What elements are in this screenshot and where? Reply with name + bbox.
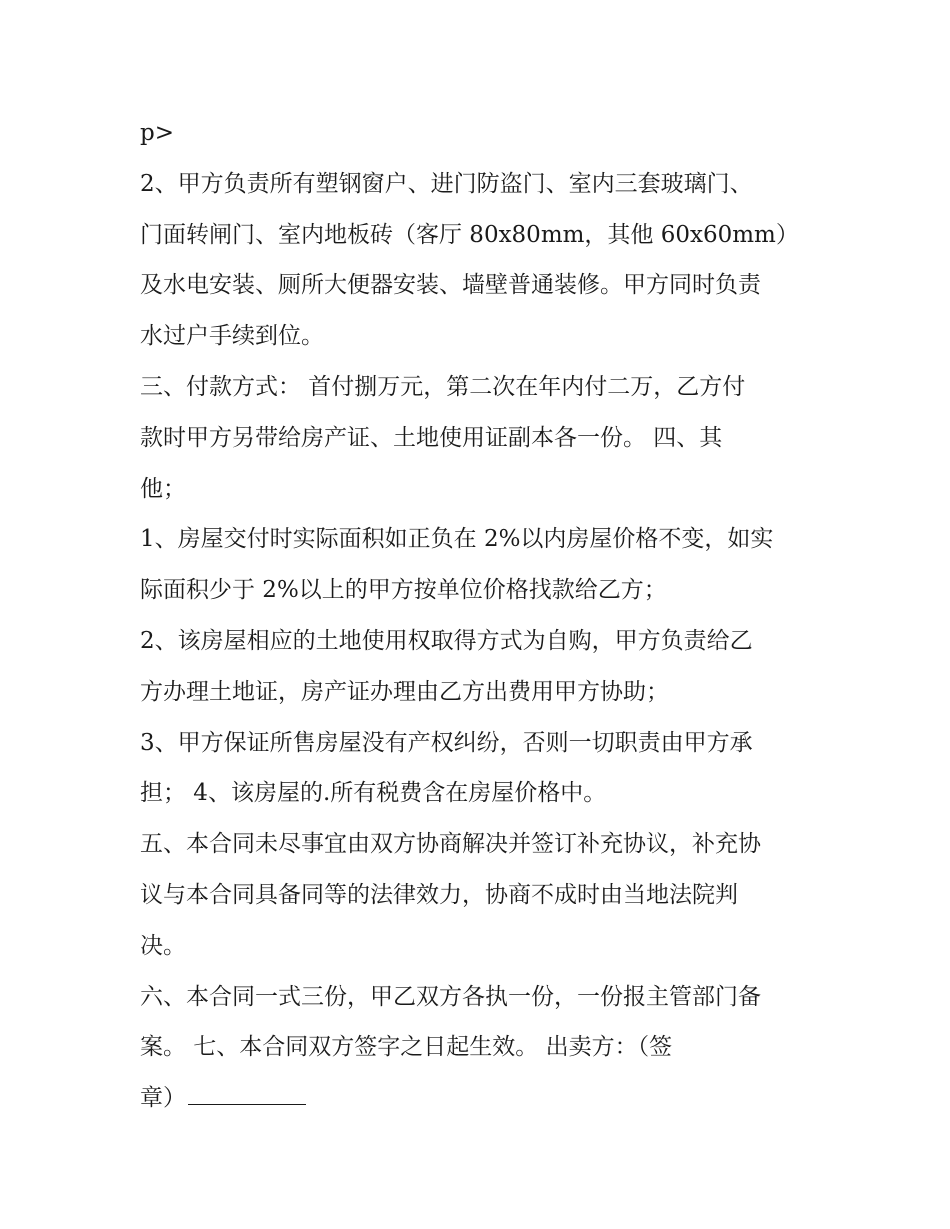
contract-body bbox=[140, 108, 820, 1124]
text-line: 方办理土地证，房产证办理由乙方出费用甲方协助； bbox=[140, 678, 669, 705]
signature-line bbox=[140, 1073, 820, 1124]
text-line: 水过户手续到位。 bbox=[140, 323, 324, 350]
text-line: 2、该房屋相应的土地使用权取得方式为自购，甲方负责给乙 bbox=[140, 627, 753, 654]
text-line: 际面积少于 2%以上的甲方按单位价格找款给乙方； bbox=[140, 577, 667, 604]
text-line: 议与本合同具备同等的法律效力，协商不成时由当地法院判 bbox=[140, 881, 738, 908]
text-line: 门面转闸门、室内地板砖（客厅 80x80mm，其他 60x60mm） bbox=[140, 221, 799, 248]
text-line: 他； bbox=[140, 475, 186, 502]
text-line: 1、房屋交付时实际面积如正负在 2%以内房屋价格不变，如实 bbox=[140, 526, 774, 553]
text-line: 款时甲方另带给房产证、土地使用证副本各一份。 四、其 bbox=[140, 424, 723, 451]
text-line: 案。 七、本合同双方签字之日起生效。 出卖方：（签 bbox=[140, 1034, 673, 1061]
text-line: 3、甲方保证所售房屋没有产权纠纷，否则一切职责由甲方承 bbox=[140, 729, 753, 756]
text-line: 五、本合同未尽事宜由双方协商解决并签订补充协议，补充协 bbox=[140, 831, 761, 858]
text-line: p> bbox=[140, 120, 174, 146]
text-line: 决。 bbox=[140, 932, 186, 959]
text-line: 三、付款方式： 首付捌万元，第二次在年内付二万，乙方付 bbox=[140, 373, 746, 400]
text-line: 2、甲方负责所有塑钢窗户、进门防盗门、室内三套玻璃门、 bbox=[140, 170, 753, 197]
signature-blank bbox=[188, 1080, 306, 1105]
text-line: 及水电安装、厕所大便器安装、墙壁普通装修。甲方同时负责 bbox=[140, 272, 761, 299]
seal-label: 章） bbox=[140, 1085, 186, 1112]
text-line: 六、本合同一式三份，甲乙双方各执一份，一份报主管部门备 bbox=[140, 983, 761, 1010]
text-line: 担； 4、该房屋的.所有税费含在房屋价格中。 bbox=[140, 780, 607, 807]
